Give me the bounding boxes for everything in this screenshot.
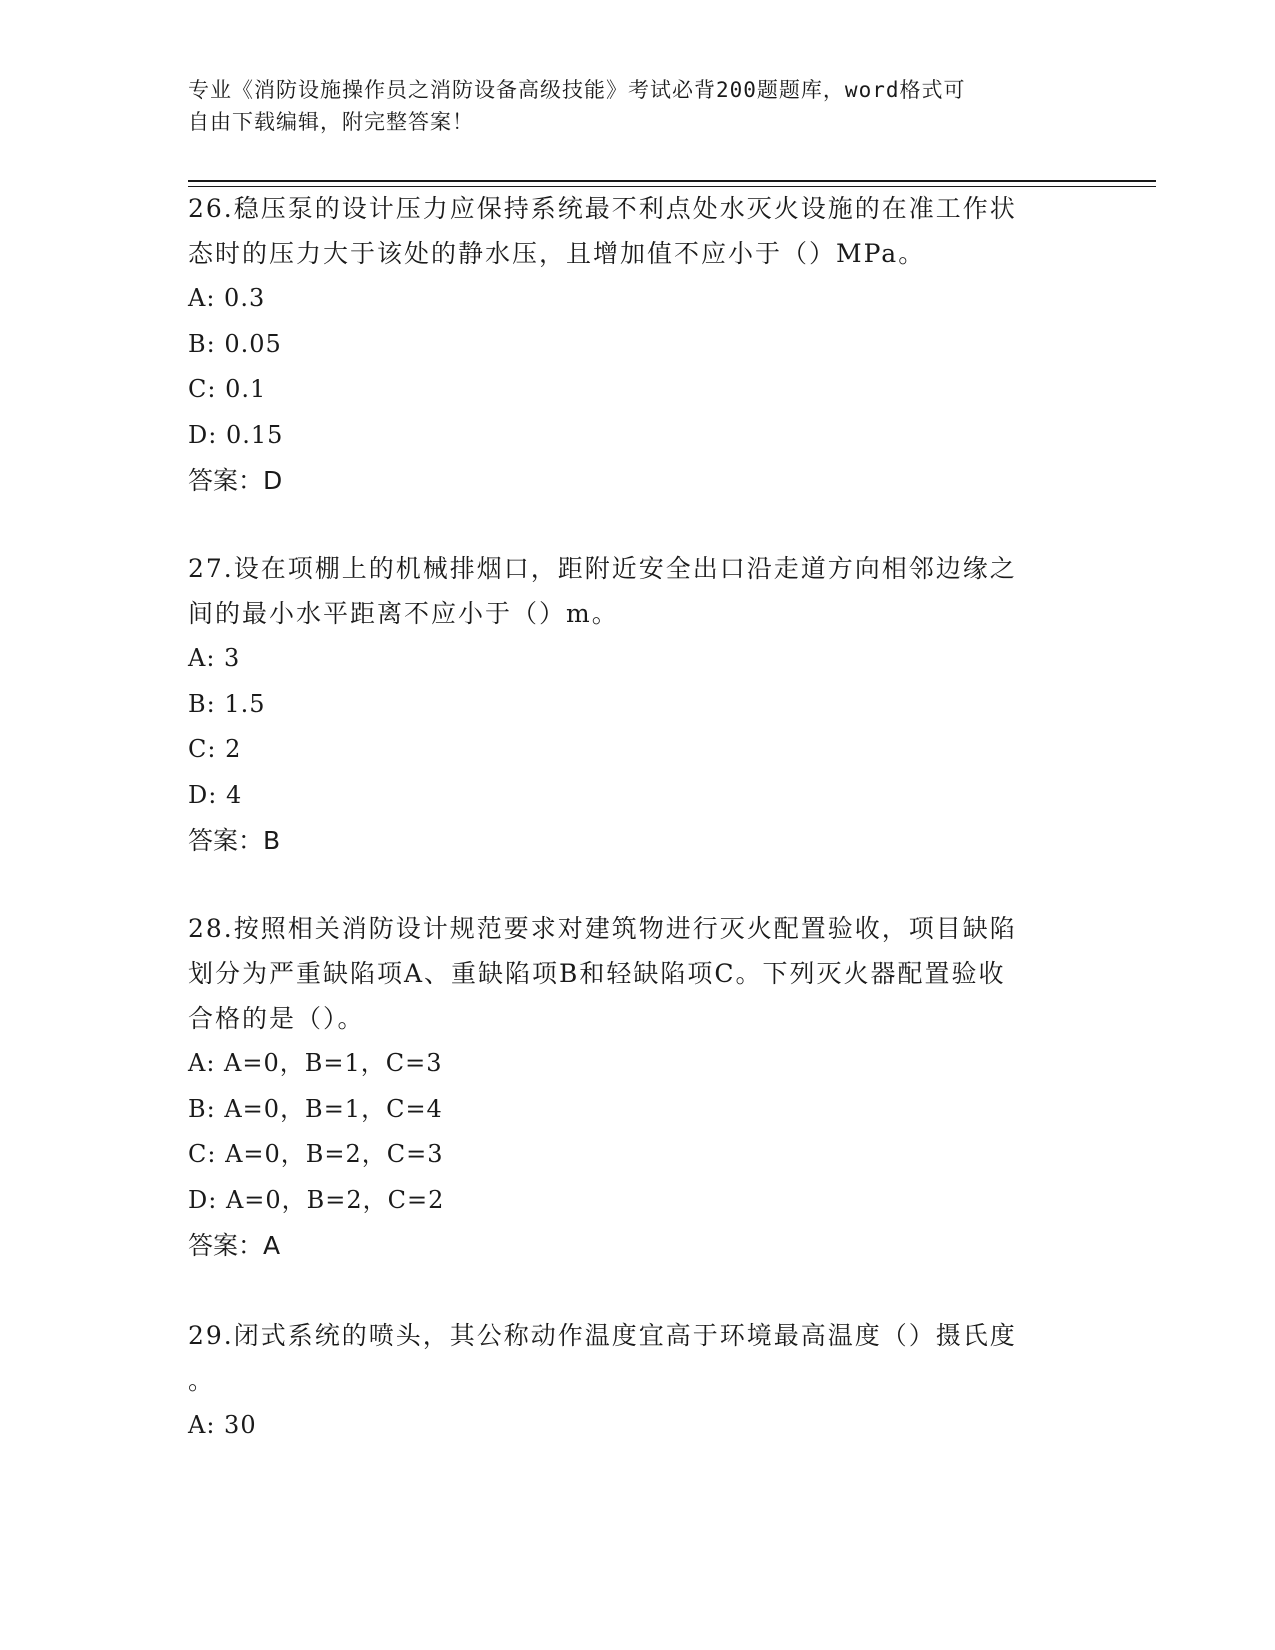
option-d: D: 4	[188, 780, 243, 809]
question-stem-line: 29.闭式系统的喷头，其公称动作温度宜高于环境最高温度（）摄氏度	[188, 1321, 1017, 1350]
question-29	[188, 1313, 1088, 1449]
option-b: B: A=0，B=1，C=4	[188, 1094, 443, 1123]
question-stem-line: 间的最小水平距离不应小于（）m。	[188, 599, 619, 628]
answer-line: 答案：B	[188, 826, 281, 855]
answer-line: 答案：D	[188, 466, 283, 495]
question-27	[188, 546, 1088, 864]
answer-line: 答案：A	[188, 1231, 281, 1260]
option-a: A: 30	[188, 1411, 257, 1439]
option-b: B: 1.5	[188, 689, 266, 718]
question-stem-line: 态时的压力大于该处的静水压，且增加值不应小于（）MPa。	[188, 239, 926, 268]
question-stem-line: 27.设在项棚上的机械排烟口，距附近安全出口沿走道方向相邻边缘之	[188, 554, 1017, 583]
question-26	[188, 186, 1088, 504]
option-d: D: A=0，B=2，C=2	[188, 1185, 445, 1214]
option-c: C: A=0，B=2，C=3	[188, 1140, 444, 1168]
question-stem-line: 28.按照相关消防设计规范要求对建筑物进行灭火配置验收，项目缺陷	[188, 914, 1017, 943]
question-stem-line: 。	[188, 1366, 216, 1395]
question-stem-line: 26.稳压泵的设计压力应保持系统最不利点处水灭火设施的在准工作状	[188, 194, 1017, 223]
question-stem-line: 划分为严重缺陷项A、重缺陷项B和轻缺陷项C。下列灭火器配置验收	[188, 959, 1006, 988]
option-a: A: 3	[188, 644, 241, 672]
header-divider-thick	[188, 180, 1156, 182]
option-a: A: A=0，B=1，C=3	[188, 1049, 443, 1077]
question-stem-line: 合格的是（）。	[188, 1004, 365, 1033]
header-line-1: 专业《消防设施操作员之消防设备高级技能》考试必背200题题库，word格式可	[188, 78, 966, 102]
option-b: B: 0.05	[188, 329, 282, 358]
option-c: C: 0.1	[188, 375, 267, 403]
option-c: C: 2	[188, 735, 242, 763]
document-header	[188, 74, 1068, 138]
header-line-2: 自由下载编辑，附完整答案！	[188, 110, 474, 134]
question-28	[188, 906, 1088, 1269]
option-d: D: 0.15	[188, 420, 284, 449]
option-a: A: 0.3	[188, 284, 266, 312]
